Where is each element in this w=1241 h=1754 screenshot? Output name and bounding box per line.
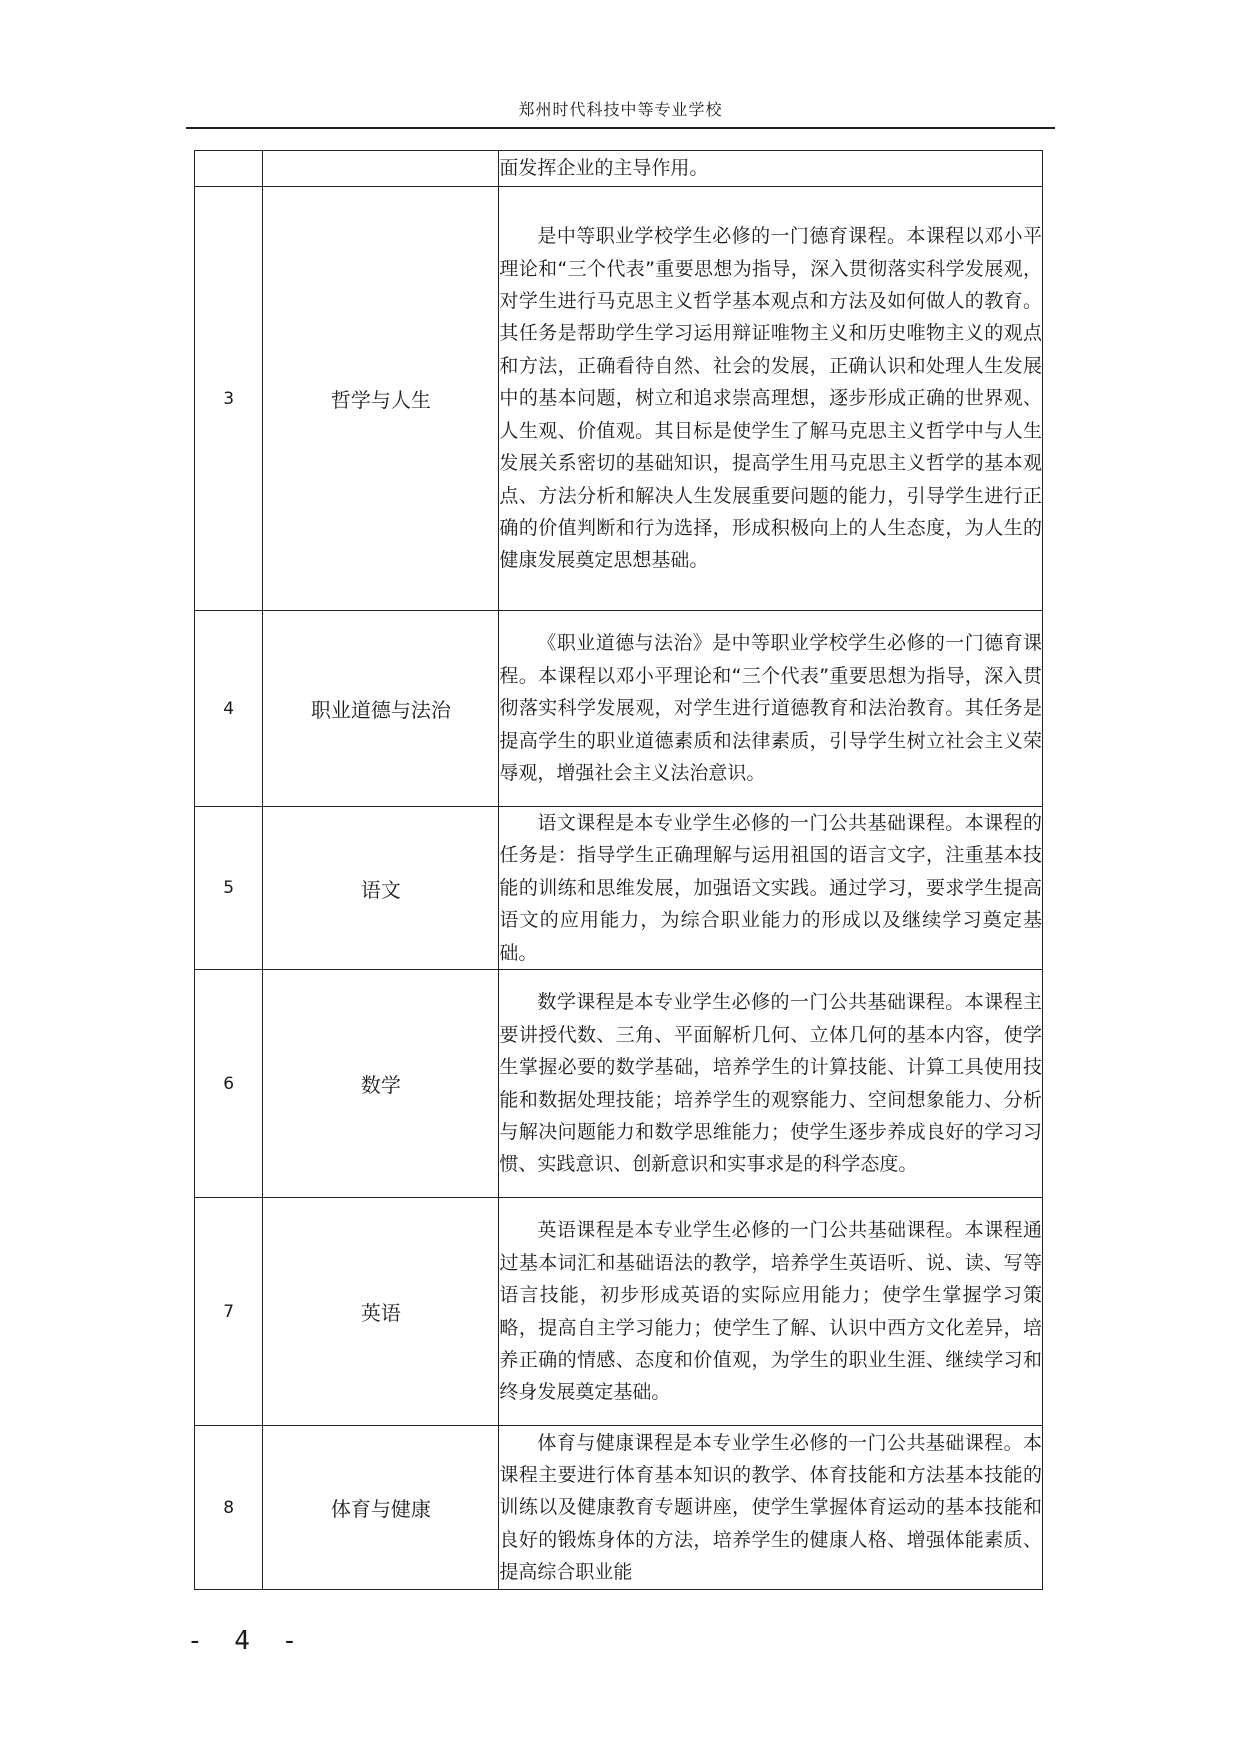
course-name: 数学 (263, 970, 499, 1198)
course-number (195, 151, 263, 187)
page-number: - 4 - (187, 1626, 306, 1656)
table-row (195, 187, 1043, 611)
course-name: 哲学与人生 (263, 187, 499, 611)
course-description (499, 1198, 1043, 1426)
course-description-text: 英语课程是本专业学生必修的一门公共基础课程。本课程通过基本词汇和基础语法的教学，培养学生英语听、说、读、写等语言技能，初步形成英语的实际应用能力；使学生掌握学习策略，提高自主学习能力；使学生了解、认识中西方文化差异，培养正确的情感、态度和价值观，为学生的职业生涯、继续学习和终身发展奠定基础。 (499, 1219, 1042, 1404)
course-description (499, 970, 1043, 1198)
school-name: 郑州时代科技中等专业学校 (518, 100, 723, 119)
course-name: 英语 (263, 1198, 499, 1426)
table-row (195, 807, 1043, 970)
course-description (499, 611, 1043, 807)
table-row (195, 1198, 1043, 1426)
course-description-text: 数学课程是本专业学生必修的一门公共基础课程。本课程主要讲授代数、三角、平面解析几何、立体几何的基本内容，使学生掌握必要的数学基础，培养学生的计算技能、计算工具使用技能和数据处理技能；培养学生的观察能力、空间想象能力、分析与解决问题能力和数学思维能力；使学生逐步养成良好的学习习惯、实践意识、创新意识和实事求是的科学态度。 (499, 991, 1042, 1176)
course-number: 7 (195, 1198, 263, 1426)
table-row (195, 970, 1043, 1198)
course-number: 6 (195, 970, 263, 1198)
course-number: 5 (195, 807, 263, 970)
table-row (195, 151, 1043, 187)
course-name (263, 151, 499, 187)
course-description-text: 面发挥企业的主导作用。 (499, 157, 709, 180)
course-description (499, 807, 1043, 970)
course-description-text: 体育与健康课程是本专业学生必修的一门公共基础课程。本课程主要进行体育基本知识的教学、体育技能和方法基本技能的训练以及健康教育专题讲座，使学生掌握体育运动的基本技能和良好的锻炼身体的方法，培养学生的健康人格、增强体能素质、提高综合职业能 (499, 1431, 1042, 1584)
course-description (499, 151, 1043, 187)
course-table (194, 150, 1043, 1590)
table-row (195, 1426, 1043, 1590)
course-number: 4 (195, 611, 263, 807)
course-description-text: 是中等职业学校学生必修的一门德育课程。本课程以邓小平理论和“三个代表”重要思想为指导，深入贯彻落实科学发展观，对学生进行马克思主义哲学基本观点和方法及如何做人的教育。其任务是帮助学生学习运用辩证唯物主义和历史唯物主义的观点和方法，正确看待自然、社会的发展，正确认识和处理人生发展中的基本问题，树立和追求崇高理想，逐步形成正确的世界观、人生观、价值观。其目标是使学生了解马克思主义哲学中与人生发展关系密切的基础知识，提高学生用马克思主义哲学的基本观点、方法分析和解决人生发展重要问题的能力，引导学生进行正确的价值判断和行为选择，形成积极向上的人生态度，为人生的健康发展奠定思想基础。 (499, 225, 1042, 572)
course-description (499, 1426, 1043, 1590)
course-description-text: 语文课程是本专业学生必修的一门公共基础课程。本课程的任务是：指导学生正确理解与运用祖国的语言文字，注重基本技能的训练和思维发展，加强语文实践。通过学习，要求学生提高语文的应用能力，为综合职业能力的形成以及继续学习奠定基础。 (499, 812, 1042, 964)
course-name: 职业道德与法治 (263, 611, 499, 807)
course-number: 3 (195, 187, 263, 611)
course-description-text: 《职业道德与法治》是中等职业学校学生必修的一门德育课程。本课程以邓小平理论和“三个代表”重要思想为指导，深入贯彻落实科学发展观，对学生进行道德教育和法治教育。其任务是提高学生的职业道德素质和法律素质，引导学生树立社会主义荣辱观，增强社会主义法治意识。 (499, 632, 1042, 785)
course-name: 体育与健康 (263, 1426, 499, 1590)
table-row (195, 611, 1043, 807)
course-number: 8 (195, 1426, 263, 1590)
course-name: 语文 (263, 807, 499, 970)
course-description (499, 187, 1043, 611)
page-header (186, 98, 1055, 129)
